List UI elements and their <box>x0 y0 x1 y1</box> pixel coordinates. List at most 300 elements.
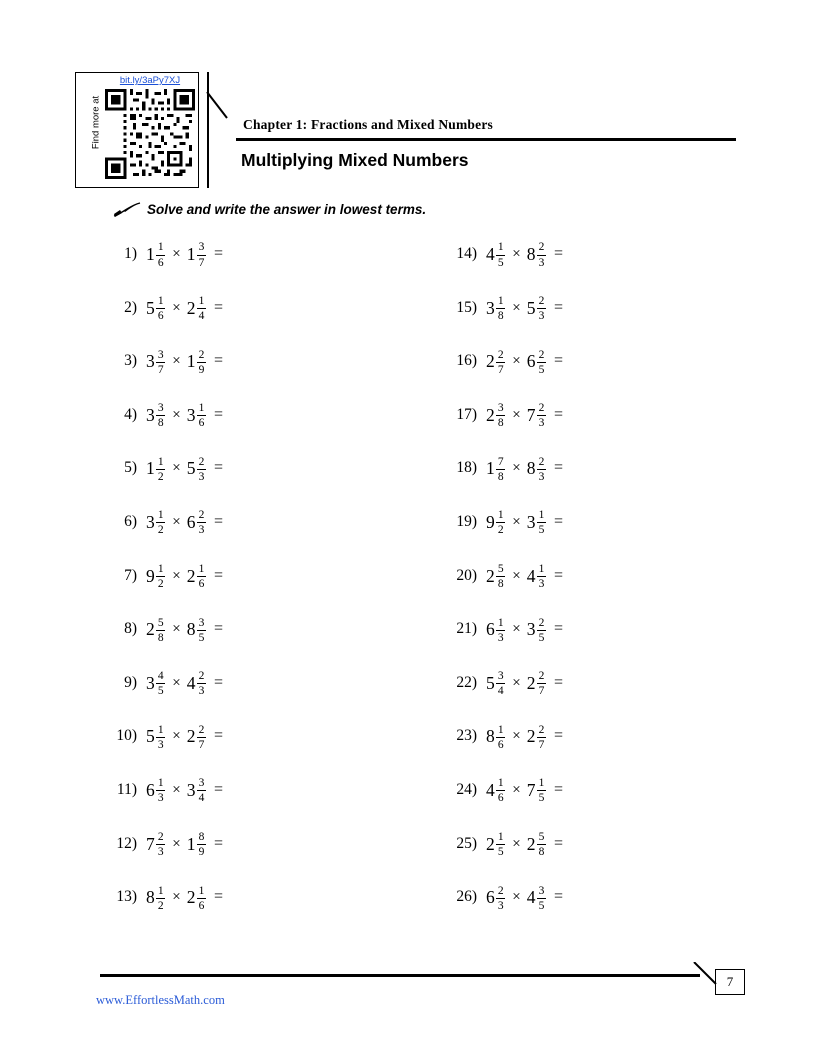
fraction-bar <box>496 308 505 309</box>
fraction-part <box>156 241 165 268</box>
whole-part: 1 <box>146 244 155 264</box>
fraction-bar <box>496 630 505 631</box>
fraction-part <box>197 777 206 804</box>
problem-expression <box>146 776 223 804</box>
fraction-bar <box>156 630 165 631</box>
problem-item <box>112 615 442 669</box>
fraction-bar <box>496 683 505 684</box>
problem-expression <box>146 294 223 322</box>
fraction-bar <box>197 469 206 470</box>
denominator: 2 <box>497 524 504 537</box>
fraction-bar <box>197 790 206 791</box>
mixed-number-b <box>187 615 206 643</box>
multiply-symbol: × <box>172 728 181 745</box>
denominator: 4 <box>198 310 205 323</box>
numerator: 2 <box>198 670 205 683</box>
fraction-part <box>197 509 206 536</box>
numerator: 1 <box>157 295 164 308</box>
fraction-bar <box>197 576 206 577</box>
denominator: 8 <box>497 470 504 483</box>
problem-item <box>112 830 442 884</box>
fraction-part <box>496 670 505 697</box>
problem-expression <box>486 722 563 750</box>
mixed-number-b <box>527 883 546 911</box>
whole-part: 5 <box>526 297 536 318</box>
mixed-number-b <box>187 562 206 590</box>
numerator: 1 <box>198 884 205 897</box>
problem-expression <box>486 615 563 643</box>
fraction-part <box>496 349 505 376</box>
numerator: 3 <box>497 402 504 415</box>
problem-number: 14) <box>456 245 477 262</box>
fraction-part <box>496 617 505 644</box>
whole-part: 4 <box>486 244 495 264</box>
problem-number: 25) <box>456 834 477 852</box>
denominator: 3 <box>497 631 504 644</box>
problem-number: 11) <box>116 780 137 798</box>
fraction-bar <box>537 255 546 256</box>
mixed-number-a <box>486 830 505 858</box>
numerator: 1 <box>198 295 205 308</box>
fraction-part <box>537 509 546 536</box>
fraction-part <box>537 295 546 322</box>
whole-part: 2 <box>186 565 196 586</box>
multiply-symbol: × <box>172 621 181 638</box>
numerator: 1 <box>497 509 504 522</box>
problem-number: 3) <box>124 352 137 370</box>
multiply-symbol: × <box>512 406 521 423</box>
problem-expression <box>486 562 563 590</box>
equals-symbol: = <box>213 459 223 477</box>
numerator: 5 <box>497 563 504 575</box>
numerator: 1 <box>157 455 164 468</box>
mixed-number-a <box>146 562 165 590</box>
problem-number: 19) <box>456 512 477 530</box>
mixed-number-a <box>146 401 165 429</box>
equals-symbol: = <box>553 888 563 906</box>
problem-item <box>112 883 442 937</box>
fraction-bar <box>496 737 505 738</box>
problem-item <box>112 454 442 508</box>
denominator: 9 <box>198 846 205 859</box>
denominator: 3 <box>198 685 205 698</box>
equals-symbol: = <box>213 834 223 852</box>
fraction-bar <box>496 415 505 416</box>
multiply-symbol: × <box>172 674 181 691</box>
multiply-symbol: × <box>512 513 521 530</box>
fraction-part <box>537 831 546 858</box>
fraction-part <box>537 241 546 268</box>
multiply-symbol: × <box>512 460 521 477</box>
mixed-number-a <box>486 883 505 911</box>
header-divider <box>236 138 736 141</box>
denominator: 6 <box>157 310 164 323</box>
mixed-number-b <box>187 508 206 536</box>
mixed-number-a <box>146 294 165 322</box>
whole-part: 4 <box>526 887 536 908</box>
denominator: 6 <box>157 256 164 269</box>
numerator: 1 <box>538 509 545 522</box>
fraction-bar <box>197 630 206 631</box>
fraction-bar <box>496 790 505 791</box>
mixed-number-a <box>486 722 505 750</box>
denominator: 5 <box>538 792 545 805</box>
fraction-part <box>156 295 165 322</box>
problem-number: 24) <box>456 780 477 798</box>
fraction-part <box>156 509 165 536</box>
fraction-bar <box>496 844 505 845</box>
numerator: 2 <box>538 616 545 629</box>
footer-divider <box>100 974 700 977</box>
problem-number: 12) <box>116 834 137 852</box>
numerator: 3 <box>198 777 205 790</box>
multiply-symbol: × <box>172 406 181 423</box>
mixed-number-b <box>187 722 206 750</box>
fraction-bar <box>537 308 546 309</box>
denominator: 3 <box>497 899 504 912</box>
numerator: 2 <box>497 348 504 361</box>
denominator: 7 <box>198 738 205 751</box>
multiply-symbol: × <box>172 246 181 262</box>
mixed-number-b <box>527 830 546 858</box>
fraction-part <box>197 402 206 429</box>
denominator: 3 <box>538 310 545 323</box>
fraction-part <box>197 241 206 268</box>
mixed-number-b <box>187 454 206 482</box>
whole-part: 2 <box>526 833 536 854</box>
whole-part: 3 <box>526 619 536 640</box>
numerator: 1 <box>157 509 164 522</box>
fraction-part <box>496 831 505 858</box>
fraction-bar <box>496 255 505 256</box>
mixed-number-a <box>146 347 165 375</box>
problem-item <box>452 401 782 455</box>
mixed-number-a <box>486 294 505 322</box>
denominator: 4 <box>497 685 504 698</box>
numerator: 1 <box>497 830 504 843</box>
problem-item <box>112 722 442 776</box>
denominator: 5 <box>538 631 545 644</box>
equals-symbol: = <box>553 620 563 638</box>
denominator: 7 <box>157 363 164 376</box>
fraction-part <box>496 402 505 429</box>
denominator: 5 <box>198 631 205 644</box>
denominator: 8 <box>497 578 504 591</box>
numerator: 3 <box>157 402 164 415</box>
problem-item <box>452 615 782 669</box>
multiply-symbol: × <box>512 621 521 638</box>
instruction-text: Solve and write the answer in lowest terms. <box>147 202 427 217</box>
fraction-part <box>156 777 165 804</box>
problem-expression <box>486 830 563 858</box>
numerator: 1 <box>497 616 504 629</box>
fraction-bar <box>537 469 546 470</box>
whole-part: 7 <box>526 779 536 800</box>
whole-part: 5 <box>146 297 155 318</box>
fraction-bar <box>156 683 165 684</box>
numerator: 4 <box>157 670 164 683</box>
problem-expression <box>146 240 223 268</box>
multiply-symbol: × <box>172 299 181 316</box>
fraction-part <box>496 295 505 322</box>
problem-number: 4) <box>124 405 137 423</box>
fraction-bar <box>537 522 546 523</box>
problem-number: 17) <box>456 405 477 423</box>
whole-part: 2 <box>526 726 536 747</box>
numerator: 8 <box>198 830 205 843</box>
fraction-bar <box>537 362 546 363</box>
numerator: 1 <box>538 777 545 790</box>
mixed-number-b <box>527 615 546 643</box>
fraction-part <box>496 563 505 590</box>
problem-number: 5) <box>124 459 137 477</box>
equals-symbol: = <box>553 673 563 691</box>
whole-part: 6 <box>486 619 495 640</box>
mixed-number-b <box>527 508 546 536</box>
fraction-part <box>496 724 505 751</box>
problem-number: 6) <box>124 512 137 530</box>
whole-part: 3 <box>186 404 196 425</box>
denominator: 5 <box>497 846 504 859</box>
whole-part: 8 <box>186 619 196 640</box>
numerator: 2 <box>538 723 545 736</box>
whole-part: 1 <box>186 244 196 264</box>
whole-part: 7 <box>146 833 155 854</box>
fraction-part <box>156 402 165 429</box>
denominator: 7 <box>198 256 205 269</box>
numerator: 1 <box>538 563 545 575</box>
numerator: 3 <box>497 670 504 683</box>
fraction-bar <box>496 469 505 470</box>
numerator: 1 <box>157 723 164 736</box>
denominator: 3 <box>198 470 205 483</box>
denominator: 7 <box>538 685 545 698</box>
numerator: 7 <box>497 455 504 468</box>
numerator: 1 <box>497 723 504 736</box>
qr-link[interactable]: bit.ly/3aPy7XJ <box>119 75 181 86</box>
problem-item <box>452 508 782 562</box>
numerator: 1 <box>497 241 504 254</box>
numerator: 1 <box>198 402 205 415</box>
whole-part: 6 <box>146 779 155 800</box>
mixed-number-a <box>486 776 505 804</box>
whole-part: 1 <box>186 833 196 854</box>
equals-symbol: = <box>553 512 563 530</box>
denominator: 4 <box>198 792 205 805</box>
denominator: 8 <box>497 417 504 430</box>
mixed-number-b <box>187 776 206 804</box>
denominator: 7 <box>538 738 545 751</box>
problem-item <box>452 722 782 776</box>
whole-part: 3 <box>146 672 155 693</box>
denominator: 5 <box>538 363 545 376</box>
fraction-part <box>537 349 546 376</box>
problem-item <box>452 776 782 830</box>
problem-item <box>112 669 442 723</box>
numerator: 1 <box>497 295 504 308</box>
fraction-bar <box>197 308 206 309</box>
numerator: 3 <box>157 348 164 361</box>
mixed-number-a <box>146 240 165 268</box>
mixed-number-a <box>146 669 165 697</box>
fraction-bar <box>156 308 165 309</box>
whole-part: 2 <box>186 887 196 908</box>
fraction-bar <box>537 683 546 684</box>
denominator: 3 <box>157 792 164 805</box>
fraction-part <box>197 563 206 590</box>
numerator: 3 <box>198 616 205 629</box>
problem-item <box>452 347 782 401</box>
problem-item <box>112 776 442 830</box>
numerator: 2 <box>198 723 205 736</box>
problem-expression <box>146 562 223 590</box>
problem-number: 23) <box>456 727 477 745</box>
fraction-part <box>156 831 165 858</box>
fraction-part <box>496 241 505 268</box>
multiply-symbol: × <box>172 889 181 906</box>
problem-item <box>112 347 442 401</box>
fraction-part <box>156 349 165 376</box>
whole-part: 9 <box>486 511 495 532</box>
multiply-symbol: × <box>172 835 181 852</box>
fraction-bar <box>537 737 546 738</box>
problem-item <box>452 883 782 937</box>
equals-symbol: = <box>213 888 223 906</box>
problem-number: 8) <box>124 620 137 638</box>
site-link[interactable]: www.EffortlessMath.com <box>96 993 225 1007</box>
equals-symbol: = <box>553 780 563 798</box>
denominator: 6 <box>497 738 504 751</box>
denominator: 3 <box>538 470 545 483</box>
problem-number: 2) <box>124 298 137 316</box>
fraction-bar <box>537 844 546 845</box>
problem-expression <box>146 508 223 536</box>
whole-part: 2 <box>486 351 495 372</box>
mixed-number-a <box>146 776 165 804</box>
numerator: 2 <box>538 670 545 683</box>
equals-symbol: = <box>553 566 563 584</box>
whole-part: 6 <box>526 351 536 372</box>
denominator: 3 <box>538 417 545 430</box>
fraction-part <box>197 617 206 644</box>
denominator: 6 <box>198 578 205 591</box>
qr-code-icon[interactable] <box>105 89 195 179</box>
equals-symbol: = <box>553 352 563 370</box>
problem-expression <box>146 401 223 429</box>
fraction-bar <box>156 737 165 738</box>
equals-symbol: = <box>553 459 563 477</box>
problem-expression <box>486 401 563 429</box>
whole-part: 8 <box>486 726 495 747</box>
problem-item <box>452 669 782 723</box>
denominator: 3 <box>157 738 164 751</box>
whole-part: 3 <box>526 511 536 532</box>
fraction-bar <box>537 630 546 631</box>
fraction-part <box>537 402 546 429</box>
denominator: 2 <box>157 899 164 912</box>
whole-part: 2 <box>186 726 196 747</box>
equals-symbol: = <box>553 405 563 423</box>
equals-symbol: = <box>553 834 563 852</box>
fraction-part <box>537 724 546 751</box>
multiply-symbol: × <box>512 835 521 852</box>
whole-part: 6 <box>486 887 495 908</box>
whole-part: 2 <box>526 672 536 693</box>
problem-number: 20) <box>456 566 477 584</box>
denominator: 8 <box>497 310 504 323</box>
multiply-symbol: × <box>172 353 181 370</box>
fraction-part <box>537 670 546 697</box>
numerator: 2 <box>198 455 205 468</box>
whole-part: 4 <box>186 672 196 693</box>
whole-part: 2 <box>486 833 495 854</box>
chapter-title: Chapter 1: Fractions and Mixed Numbers <box>243 117 493 132</box>
whole-part: 6 <box>186 511 196 532</box>
denominator: 8 <box>538 846 545 859</box>
numerator: 1 <box>157 884 164 897</box>
numerator: 1 <box>157 563 164 575</box>
fraction-bar <box>537 790 546 791</box>
equals-symbol: = <box>213 727 223 745</box>
mixed-number-b <box>187 294 206 322</box>
pencil-icon <box>112 200 142 220</box>
mixed-number-b <box>187 240 206 268</box>
fraction-bar <box>197 415 206 416</box>
mixed-number-a <box>146 883 165 911</box>
whole-part: 1 <box>486 458 495 479</box>
problem-number: 26) <box>456 888 477 906</box>
fraction-bar <box>156 469 165 470</box>
fraction-part <box>537 563 546 590</box>
denominator: 9 <box>198 363 205 376</box>
denominator: 6 <box>497 792 504 805</box>
numerator: 3 <box>198 241 205 254</box>
whole-part: 8 <box>526 244 536 264</box>
equals-symbol: = <box>553 298 563 316</box>
problem-item <box>112 508 442 562</box>
equals-symbol: = <box>213 245 223 262</box>
mixed-number-a <box>486 454 505 482</box>
header-vertical-rule <box>207 72 209 188</box>
denominator: 3 <box>157 846 164 859</box>
denominator: 5 <box>157 685 164 698</box>
numerator: 2 <box>157 830 164 843</box>
equals-symbol: = <box>213 512 223 530</box>
whole-part: 9 <box>146 565 155 586</box>
mixed-number-a <box>486 401 505 429</box>
fraction-part <box>537 777 546 804</box>
equals-symbol: = <box>213 566 223 584</box>
problem-number: 21) <box>456 620 477 638</box>
numerator: 3 <box>538 884 545 897</box>
numerator: 1 <box>497 777 504 790</box>
numerator: 5 <box>538 830 545 843</box>
whole-part: 8 <box>526 458 536 479</box>
mixed-number-a <box>486 562 505 590</box>
fraction-bar <box>156 790 165 791</box>
multiply-symbol: × <box>172 460 181 477</box>
problem-number: 1) <box>124 245 137 262</box>
multiply-symbol: × <box>172 567 181 584</box>
numerator: 2 <box>538 295 545 308</box>
mixed-number-a <box>146 615 165 643</box>
qr-side-label: Find more at <box>90 95 102 150</box>
fraction-part <box>156 617 165 644</box>
problem-number: 13) <box>116 888 137 906</box>
problem-expression <box>146 830 223 858</box>
numerator: 2 <box>538 402 545 415</box>
problem-expression <box>146 722 223 750</box>
